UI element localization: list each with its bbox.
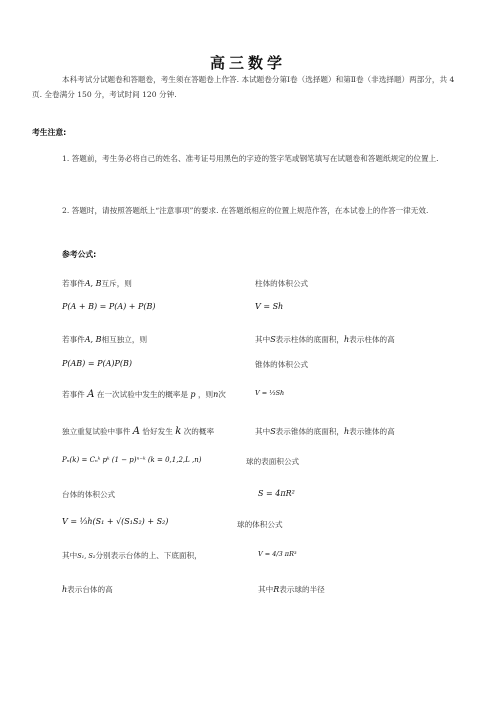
formula-addition-rule: P(A + B) = P(A) + P(B) bbox=[62, 302, 156, 311]
formula-prism-note: 其中S表示柱体的底面积，h表示柱体的高 bbox=[255, 335, 395, 344]
formula-sphere-note: 其中R表示球的半径 bbox=[258, 585, 325, 594]
formula-prism-volume: V = Sh bbox=[255, 302, 284, 311]
formula-prism-label: 柱体的体积公式 bbox=[255, 279, 309, 288]
formula-mutually-exclusive-label: 若事件A, B互斥，则 bbox=[62, 279, 132, 288]
formula-sphere-area: S = 4πR² bbox=[258, 489, 295, 498]
formula-product-rule: P(AB) = P(A)P(B) bbox=[62, 359, 132, 368]
notice-heading: 考生注意: bbox=[32, 128, 67, 137]
formula-frustum-label: 台体的体积公式 bbox=[62, 490, 116, 499]
formula-probability-label: 若事件 A 在一次试验中发生的概率是 p ，则n次 bbox=[62, 389, 226, 400]
formula-cone-label: 锥体的体积公式 bbox=[255, 360, 309, 369]
formula-bernoulli-label: 独立重复试验中事件 A 恰好发生 k 次的概率 bbox=[62, 426, 215, 437]
notice-item-2: 2. 答题时，请按照答题纸上“注意事项”的要求. 在答题纸相应的位置上规范作答，在本试卷上的作答一律无效. bbox=[62, 206, 429, 215]
formula-cone-note: 其中S表示锥体的底面积，h表示锥体的高 bbox=[255, 427, 395, 436]
formula-bernoulli: Pₙ(k) = Cₙᵏ pᵏ (1 − p)ⁿ⁻ᵏ (k = 0,1,2,L ,n) bbox=[62, 456, 202, 464]
formulas-heading: 参考公式: bbox=[62, 250, 97, 259]
formula-sphere-area-label: 球的表面积公式 bbox=[246, 457, 300, 466]
notice-item-1: 1. 答题前，考生务必将自己的姓名、准考证号用黑色的字迹的签字笔或钢笔填写在试题卷和答题纸规定的位置上. bbox=[62, 154, 439, 163]
formula-frustum-volume: V = ⅓h(S₁ + √(S₁S₂) + S₂) bbox=[62, 517, 169, 526]
formula-independent-label: 若事件A, B相互独立，则 bbox=[62, 335, 148, 344]
formula-frustum-height-note: h表示台体的高 bbox=[62, 585, 113, 594]
intro-paragraph: 本科考试分试题卷和答题卷，考生须在答题卷上作答. 本试题卷分第Ⅰ卷（选择题）和第Ⅱ卷（非选择题）两部分，共 4 页. 全卷满分 150 分，考试时间 120 分钟. bbox=[32, 75, 455, 99]
formula-frustum-note: 其中S₁, S₂分别表示台体的上、下底面积， bbox=[62, 551, 202, 560]
formula-sphere-volume-label: 球的体积公式 bbox=[237, 520, 283, 529]
page-title: 高三数学 bbox=[209, 54, 286, 72]
formula-cone-volume: V = ⅓Sh bbox=[255, 389, 285, 397]
formula-sphere-volume: V = 4/3 πR³ bbox=[258, 550, 297, 558]
